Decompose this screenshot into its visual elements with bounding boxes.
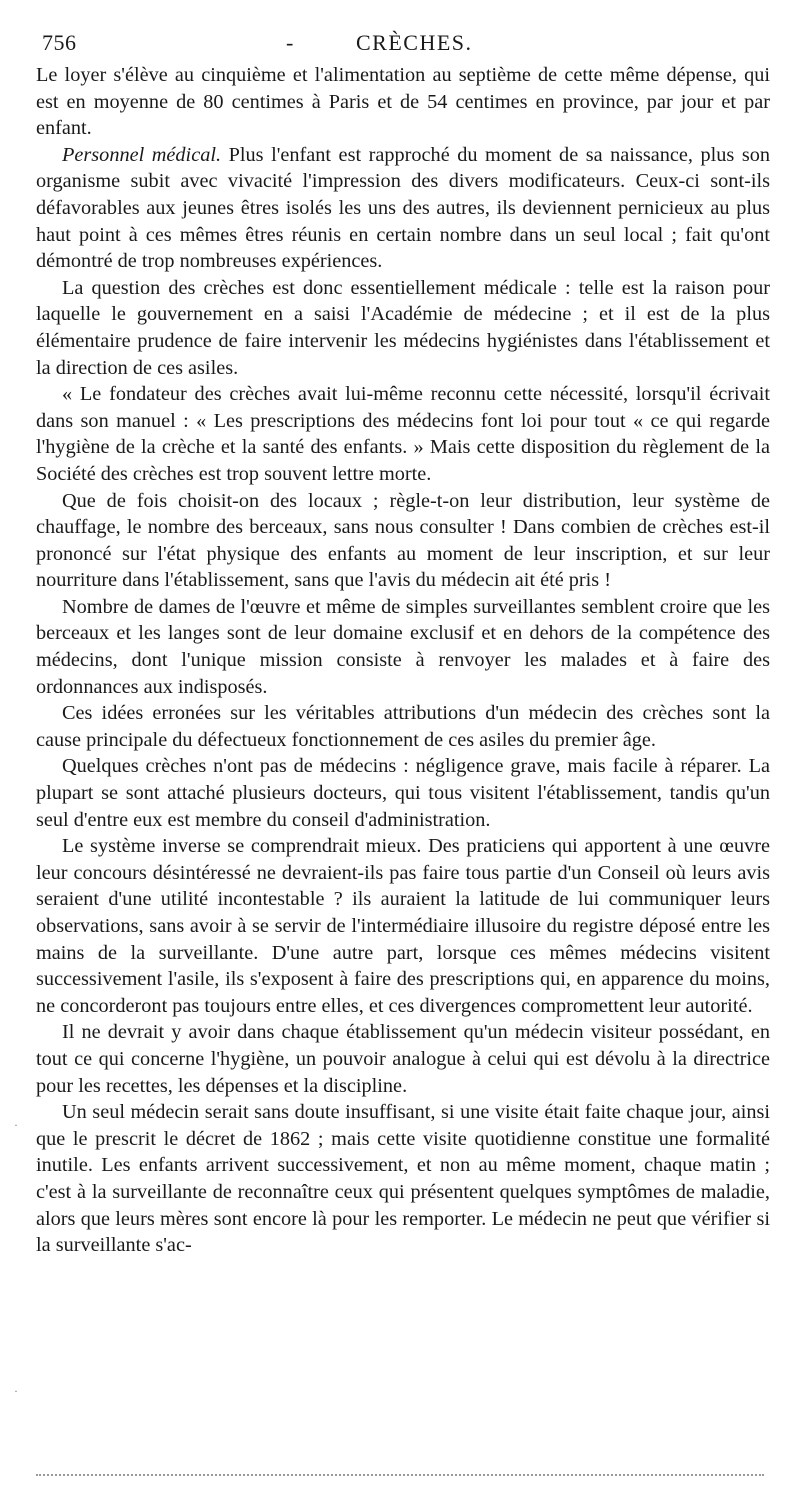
paragraph-text: La question des crèches est donc essentiellement médicale : telle est la raison pour laquelle le gouvernement en a saisi l'Académie de médecine ; et il est de la plus élémentaire prudence de faire intervenir les médecins hygiénistes dans l'établissement et la direction de ces asiles. xyxy=(36,276,770,379)
paragraph xyxy=(36,594,770,700)
paragraph-text: Quelques crèches n'ont pas de médecins : négligence grave, mais facile à réparer. La plupart se sont attaché plusieurs docteurs, qui tous visitent l'établissement, tandis qu'un seul d'entre eux est membre du conseil d'administration. xyxy=(36,755,770,831)
header-dash: - xyxy=(286,30,294,55)
section-lead: Personnel médical. xyxy=(62,143,222,166)
paragraph xyxy=(36,833,770,1019)
paragraph xyxy=(36,275,770,381)
paragraph xyxy=(36,1099,770,1259)
paragraph-text: Que de fois choisit-on des locaux ; règle-t-on leur distribution, leur système de chauffage, le nombre des berceaux, sans nous consulter ! Dans combien de crèches est-il prononcé sur l'état physique des enfants au moment de leur inscription, et sur leur nourriture dans l'établissement, sans que l'avis du médecin ait été pris ! xyxy=(36,489,770,592)
margin-speck: · xyxy=(14,1118,18,1132)
running-header xyxy=(36,28,770,62)
paragraph xyxy=(36,700,770,753)
paragraph-text: Plus l'enfant est rapproché du moment de sa naissance, plus son organisme subit avec vivacité l'impression des divers modificateurs. Ceux-ci sont-ils défavorables aux jeunes êtres isolés les uns des autres, ils deviennent pernicieux au plus haut point à ces mêmes êtres réunis en certain nombre dans un seul local ; fait qu'ont démontré de trop nombreuses expériences. xyxy=(36,143,770,273)
page-number: 756 xyxy=(42,30,77,55)
paragraph xyxy=(36,753,770,833)
paragraph-text: « Le fondateur des crèches avait lui-même reconnu cette nécessité, lorsqu'il écrivait dans son manuel : « Les prescriptions des médecins font loi pour tout « ce qui regarde l'hygiène de la crèche et la santé des enfants. » Mais cette disposition du règlement de la Société des crèches est trop souvent lettre morte. xyxy=(36,383,770,485)
page-content xyxy=(36,28,770,1259)
paragraph-text: Le loyer s'élève au cinquième et l'alimentation au septième de cette même dépense, qui est en moyenne de 80 centimes à Paris et de 54 centimes en province, par jour et par enfant. xyxy=(36,64,770,140)
paragraph xyxy=(36,62,770,142)
paragraph xyxy=(36,142,770,275)
margin-speck: · xyxy=(14,1384,18,1398)
paragraph xyxy=(36,488,770,594)
paragraph xyxy=(36,381,770,487)
paragraph-text: Ces idées erronées sur les véritables attributions d'un médecin des crèches sont la cause principale du défectueux fonctionnement de ces asiles du premier âge. xyxy=(36,702,770,751)
running-title: CRÈCHES. xyxy=(356,30,473,55)
paragraph-text: Nombre de dames de l'œuvre et même de simples surveillantes semblent croire que les berceaux et les langes sont de leur domaine exclusif et en dehors de la compétence des médecins, dont l'unique mission consiste à renvoyer les malades et à faire des ordonnances aux indisposés. xyxy=(36,595,770,698)
paragraph-text: Un seul médecin serait sans doute insuffisant, si une visite était faite chaque jour, ainsi que le prescrit le décret de 1862 ; mais cette visite quotidienne constitue une formalité inutile. Les enfants arrivent successivement, et non au même moment, chaque matin ; c'est à la surveillante de reconnaître ceux qui présentent quelques symptômes de maladie, alors que leurs mères sont encore là pour les remporter. Le médecin ne peut que vérifier si la surveillante s'ac- xyxy=(36,1101,770,1257)
paragraph-text: Le système inverse se comprendrait mieux. Des praticiens qui apportent à une œuvre leur concours désintéressé ne devraient-ils pas faire tous partie d'un Conseil où leurs avis seraient d'une utilité incontestable ? ils auraient la latitude de lui communiquer leurs observations, sans avoir à se servir de l'intermédiaire illusoire du registre déposé entre les mains de la surveillante. D'une autre part, lorsque ces mêmes médecins visitent successivement l'asile, ils s'exposent à faire des prescriptions qui, en apparence du moins, ne concorderont pas toujours entre elles, et ces divergences compromettent leur autorité. xyxy=(36,835,770,1017)
footer-rule xyxy=(36,1474,764,1476)
paragraph-text: Il ne devrait y avoir dans chaque établissement qu'un médecin visiteur possédant, en tout ce qui concerne l'hygiène, un pouvoir analogue à celui qui est dévolu à la directrice pour les recettes, les dépenses et la discipline. xyxy=(36,1021,770,1097)
paragraph xyxy=(36,1019,770,1099)
text-body xyxy=(36,62,770,1259)
